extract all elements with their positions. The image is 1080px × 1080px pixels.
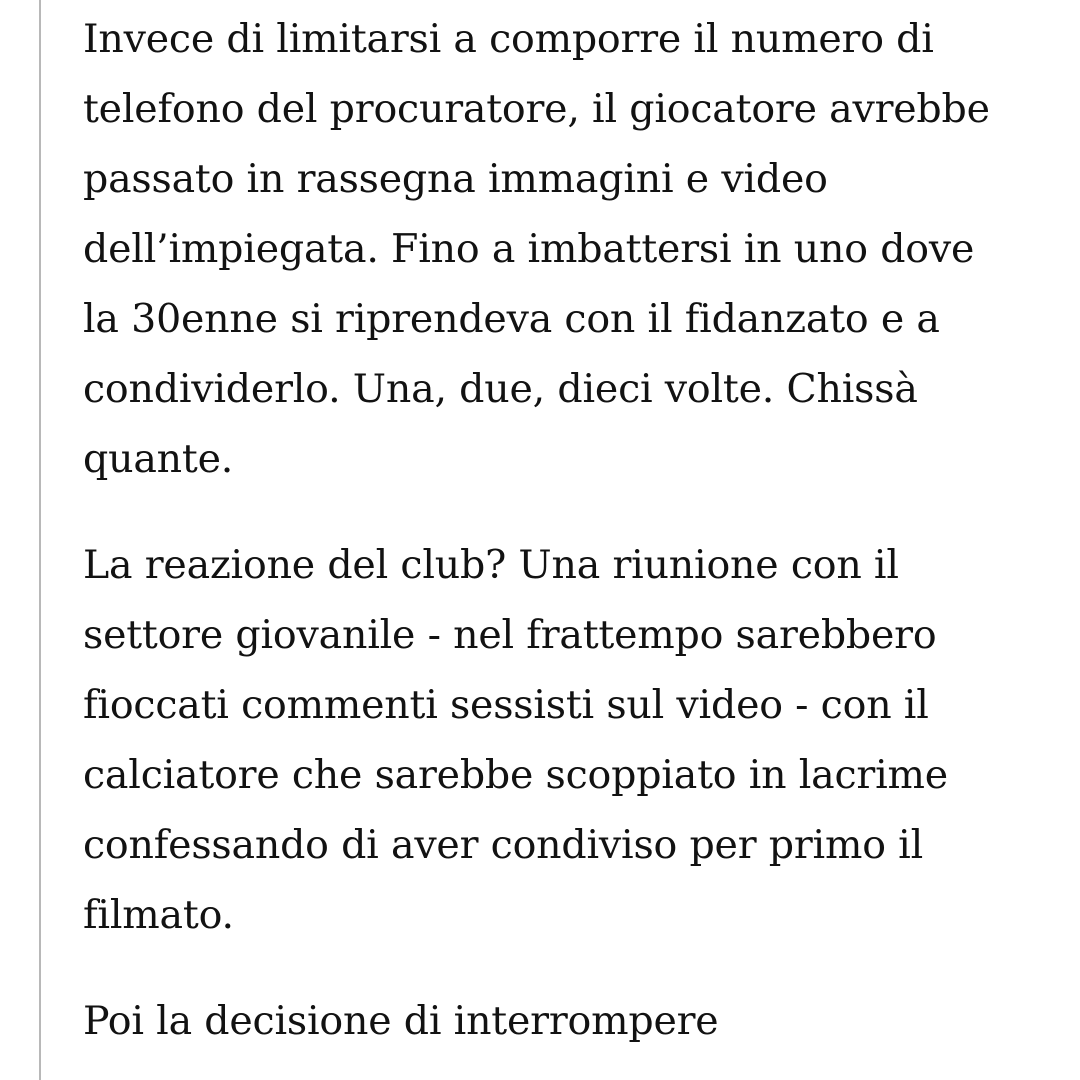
article-paragraph-1: Invece di limitarsi a comporre il numero di telefono del procuratore, il giocatore avrebbe passato in rassegna immagini e video dell’impiegata. Fino a imbattersi in uno dove la 30enne si riprendeva con il fidanzato e a condividerlo. Una, due, dieci volte. Chissà quante. — [83, 16, 990, 482]
article-paragraph-2: La reazione del club? Una riunione con il settore giovanile - nel frattempo sarebbero fioccati commenti sessisti sul video - con il calciatore che sarebbe scoppiato in lacrime confessando di aver condiviso per primo il filmato. — [83, 542, 948, 938]
left-vertical-rule — [39, 0, 41, 1080]
article-paragraph-3: Poi la decisione di interrompere — [83, 998, 719, 1044]
article-body — [83, 4, 1073, 1080]
